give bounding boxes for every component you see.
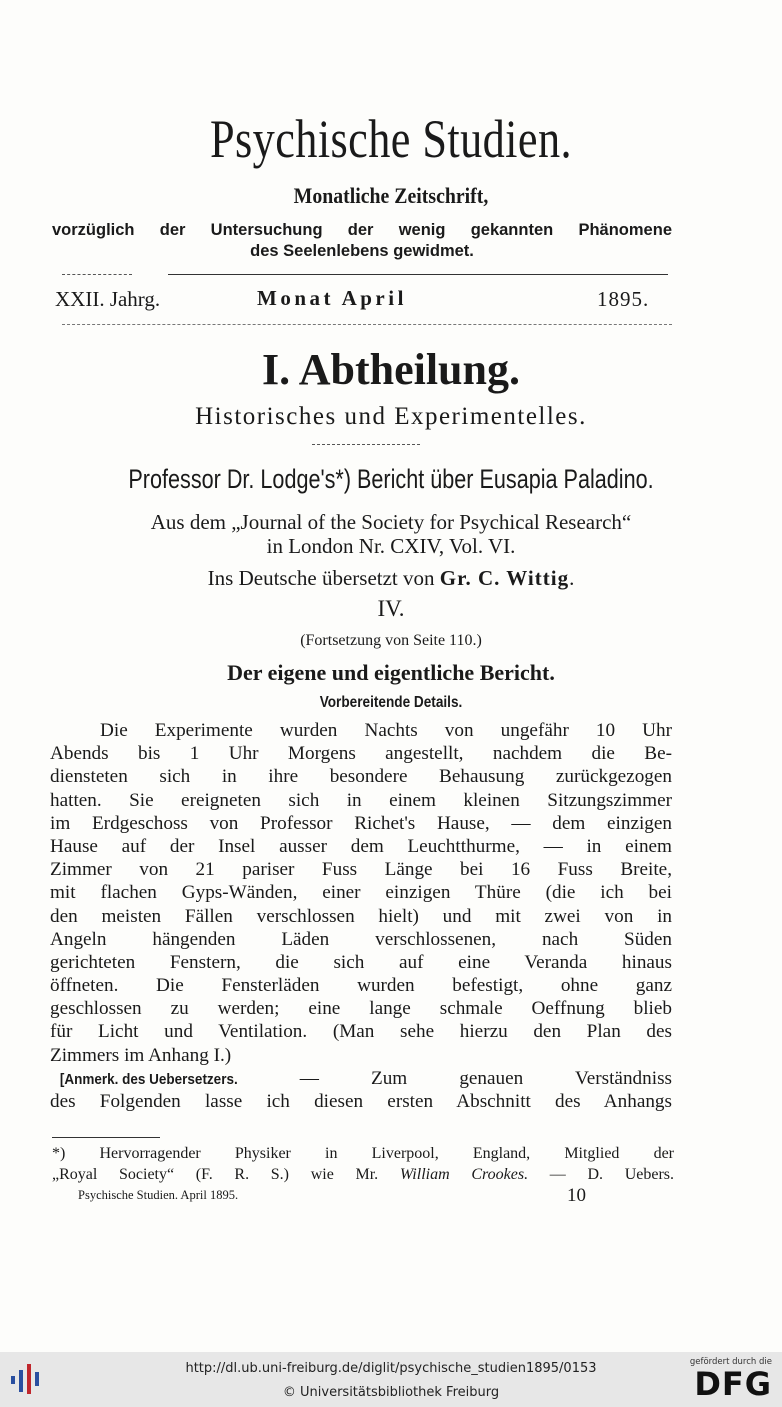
- sponsor-caption: gefördert durch die: [689, 1357, 772, 1367]
- divider-line-top: [168, 274, 668, 275]
- journal-title: Psychische Studien.: [209, 109, 573, 169]
- translator-note-line-1: [50, 1067, 672, 1090]
- body-line: den meisten Fällen verschlossen hielt) und mit zwei von in: [50, 905, 672, 927]
- body-line: Zimmers im Anhang I.): [50, 1044, 232, 1066]
- divider-line-masthead: [62, 324, 672, 325]
- footnote-text-2b: — D. Uebers.: [528, 1166, 675, 1183]
- article-body: [50, 719, 672, 1113]
- body-line: Zimmer von 21 pariser Fuss Länge bei 16 Fuss Breite,: [50, 859, 672, 881]
- masthead-date: 1895.: [597, 287, 650, 311]
- body-line: diensteten sich in ihre besondere Behausung zurückgezogen: [50, 766, 672, 788]
- section-subtitle: Historisches und Experimentelles.: [195, 403, 587, 430]
- article-source-line-2: in London Nr. CXIV, Vol. VI.: [266, 534, 516, 558]
- article-translation-credit: [0, 566, 782, 591]
- translator-note-label: [Anmerk. des Uebersetzers.: [59, 1070, 238, 1088]
- translation-suffix: .: [569, 566, 575, 590]
- divider-dashes-left: [62, 274, 132, 275]
- body-line: Angeln hängenden Läden verschlossenen, nach Süden: [50, 928, 672, 950]
- body-line: Abends bis 1 Uhr Morgens angestellt, nachdem die Be-: [50, 743, 672, 765]
- journal-subtitle: Monatliche Zeitschrift,: [293, 183, 489, 208]
- body-line: für Licht und Ventilation. (Man sehe hierzu den Plan des: [50, 1021, 672, 1043]
- journal-description-line-1: vorzüglich der Untersuchung der wenig gekannten Phänomene: [52, 221, 672, 239]
- article-continuation: (Fortsetzung von Seite 110.): [300, 632, 482, 649]
- permalink-url[interactable]: http://dl.ub.uni-freiburg.de/diglit/psychische_studien1895/0153: [185, 1361, 597, 1376]
- footer-signature: 10: [567, 1185, 586, 1206]
- article-source-line-1: Aus dem „Journal of the Society for Psychical Research“: [150, 510, 632, 534]
- body-line: Hause auf der Insel ausser dem Leuchtthurme, — in einem: [50, 835, 672, 857]
- body-line: hatten. Sie ereigneten sich in einem kleinen Sitzungszimmer: [50, 789, 672, 811]
- translator-note-line-2: des Folgenden lasse ich diesen ersten Abschnitt des Anhangs: [50, 1091, 672, 1112]
- copyright-notice: © Universitätsbibliothek Freiburg: [282, 1385, 500, 1400]
- body-line: öffneten. Die Fensterläden wurden befestigt, ohne ganz: [50, 975, 672, 997]
- body-line: Die Experimente wurden Nachts von ungefähr 10 Uhr: [100, 720, 672, 741]
- footnote-text-2a: „Royal Society“ (F. R. S.) wie Mr.: [52, 1166, 400, 1183]
- body-line: mit flachen Gyps-Wänden, einer einzigen Thüre (die ich bei: [50, 882, 672, 904]
- body-line: im Erdgeschoss von Professor Richet's Hause, — dem einzigen: [50, 812, 672, 834]
- translator-note-text: — Zum genauen Verständniss: [247, 1067, 672, 1089]
- article-subheading: Vorbereitende Details.: [319, 694, 463, 711]
- article-title: Professor Dr. Lodge's*) Bericht über Eusapia Paladino.: [128, 464, 654, 494]
- dfg-logo[interactable]: DFG: [694, 1365, 772, 1403]
- footnote-line-1: [52, 1143, 674, 1164]
- section-title: I. Abtheilung.: [262, 345, 520, 394]
- translation-prefix: Ins Deutsche übersetzt von: [207, 566, 435, 590]
- article-part-number: IV.: [377, 596, 405, 621]
- masthead-month: Monat April: [257, 286, 407, 310]
- footnote-name: William Crookes.: [399, 1166, 529, 1183]
- footnote-line-2: [52, 1164, 674, 1185]
- journal-description-line-2: des Seelenlebens gewidmet.: [250, 242, 474, 260]
- footnote-text-1: *) Hervorragender Physiker in Liverpool, England, Mitglied der: [52, 1145, 674, 1162]
- footer-journal-issue: Psychische Studien. April 1895.: [78, 1188, 239, 1202]
- footnote-rule: [52, 1137, 160, 1138]
- journal-description: [52, 220, 672, 262]
- translator-name: Gr. C. Wittig: [439, 566, 570, 590]
- section-divider: [312, 444, 420, 445]
- masthead-year: XXII. Jahrg.: [55, 287, 161, 311]
- body-line: gerichteten Fenstern, die sich auf eine Veranda hinaus: [50, 951, 672, 973]
- body-line: geschlossen zu werden; eine lange schmale Oeffnung blieb: [50, 998, 672, 1020]
- article-heading: Der eigene und eigentliche Bericht.: [227, 660, 555, 685]
